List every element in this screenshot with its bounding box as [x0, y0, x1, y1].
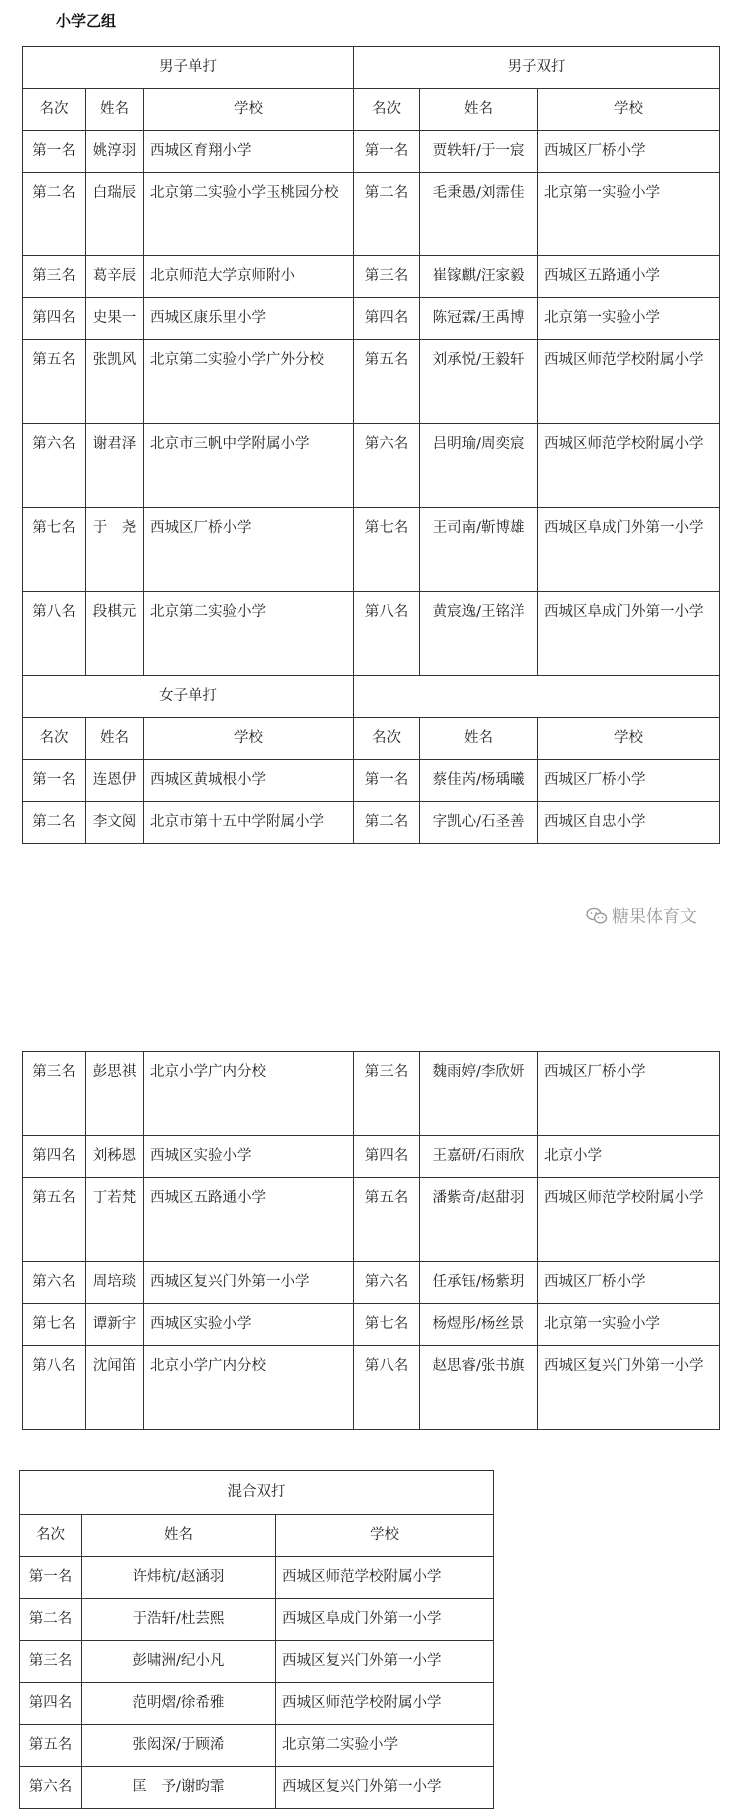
name-cell: 刘秭恩: [86, 1136, 144, 1178]
school-cell: 西城区复兴门外第一小学: [144, 1262, 354, 1304]
table-row: [20, 1725, 494, 1767]
school-cell: 西城区阜成门外第一小学: [538, 592, 720, 676]
name-cell: 白瑞辰: [86, 173, 144, 256]
results-table-mixed: [19, 1470, 494, 1809]
section-mens-doubles: 男子双打: [354, 47, 720, 89]
school-cell: 西城区师范学校附属小学: [276, 1557, 494, 1599]
table-row: [20, 1641, 494, 1683]
rank-cell: 第八名: [354, 592, 420, 676]
name-cell: 彭啸洲/纪小凡: [82, 1641, 276, 1683]
school-cell: 北京第一实验小学: [538, 298, 720, 340]
rank-cell: 第四名: [20, 1683, 82, 1725]
table-row: [23, 1262, 720, 1304]
col-rank: 名次: [354, 89, 420, 131]
school-cell: 北京师范大学京师附小: [144, 256, 354, 298]
table-row: [20, 1557, 494, 1599]
name-cell: 谢君泽: [86, 424, 144, 508]
rank-cell: 第五名: [354, 1178, 420, 1262]
name-cell: 沈闻笛: [86, 1346, 144, 1430]
name-cell: 陈冠霖/王禹博: [420, 298, 538, 340]
results-table-1: [22, 46, 720, 844]
school-cell: 北京小学广内分校: [144, 1052, 354, 1136]
col-school: 学校: [144, 89, 354, 131]
school-cell: 西城区自忠小学: [538, 802, 720, 844]
school-cell: 西城区实验小学: [144, 1136, 354, 1178]
rank-cell: 第七名: [23, 1304, 86, 1346]
col-rank: 名次: [23, 89, 86, 131]
name-cell: 许炜杭/赵涵羽: [82, 1557, 276, 1599]
rank-cell: 第五名: [23, 1178, 86, 1262]
school-cell: 北京第二实验小学: [276, 1725, 494, 1767]
name-cell: 于 尧: [86, 508, 144, 592]
school-cell: 北京第二实验小学广外分校: [144, 340, 354, 424]
rank-cell: 第一名: [20, 1557, 82, 1599]
school-cell: 北京市三帆中学附属小学: [144, 424, 354, 508]
rank-cell: 第二名: [23, 173, 86, 256]
school-cell: 西城区复兴门外第一小学: [276, 1767, 494, 1809]
name-cell: 刘承悦/王毅轩: [420, 340, 538, 424]
name-cell: 潘紫奇/赵甜羽: [420, 1178, 538, 1262]
school-cell: 西城区阜成门外第一小学: [538, 508, 720, 592]
rank-cell: 第二名: [20, 1599, 82, 1641]
rank-cell: 第六名: [20, 1767, 82, 1809]
school-cell: 西城区厂桥小学: [538, 1052, 720, 1136]
table-row: [23, 1178, 720, 1262]
rank-cell: 第三名: [20, 1641, 82, 1683]
school-cell: 西城区复兴门外第一小学: [276, 1641, 494, 1683]
rank-cell: 第三名: [354, 1052, 420, 1136]
col-school: 学校: [538, 89, 720, 131]
school-cell: 北京市第十五中学附属小学: [144, 802, 354, 844]
name-cell: 姚淳羽: [86, 131, 144, 173]
name-cell: 周培琰: [86, 1262, 144, 1304]
rank-cell: 第八名: [23, 1346, 86, 1430]
table-row: [23, 424, 720, 508]
school-cell: 西城区师范学校附属小学: [276, 1683, 494, 1725]
rank-cell: 第一名: [23, 760, 86, 802]
school-cell: 西城区厂桥小学: [538, 1262, 720, 1304]
rank-cell: 第二名: [354, 802, 420, 844]
rank-cell: 第八名: [354, 1346, 420, 1430]
rank-cell: 第二名: [354, 173, 420, 256]
table-row: [23, 298, 720, 340]
name-cell: 蔡佳芮/杨瑀曦: [420, 760, 538, 802]
rank-cell: 第三名: [23, 1052, 86, 1136]
watermark-text: 糖果体育文: [612, 907, 697, 927]
name-cell: 字凯心/石圣善: [420, 802, 538, 844]
name-cell: 丁若梵: [86, 1178, 144, 1262]
rank-cell: 第五名: [23, 340, 86, 424]
section-mens-singles: 男子单打: [23, 47, 354, 89]
table-row: [23, 340, 720, 424]
school-cell: 西城区五路通小学: [144, 1178, 354, 1262]
col-school: 学校: [276, 1515, 494, 1557]
school-cell: 西城区康乐里小学: [144, 298, 354, 340]
rank-cell: 第二名: [23, 802, 86, 844]
table-row: [23, 802, 720, 844]
name-cell: 范明熠/徐希雅: [82, 1683, 276, 1725]
table-row: [23, 131, 720, 173]
school-cell: 西城区师范学校附属小学: [538, 1178, 720, 1262]
section-mixed-doubles: 混合双打: [20, 1471, 494, 1515]
col-name: 姓名: [86, 89, 144, 131]
rank-cell: 第五名: [354, 340, 420, 424]
school-cell: 西城区育翔小学: [144, 131, 354, 173]
rank-cell: 第四名: [354, 1136, 420, 1178]
col-name: 姓名: [420, 89, 538, 131]
school-cell: 西城区阜成门外第一小学: [276, 1599, 494, 1641]
name-cell: 匡 予/谢昀霏: [82, 1767, 276, 1809]
name-cell: 杨煜彤/杨丝景: [420, 1304, 538, 1346]
name-cell: 连恩伊: [86, 760, 144, 802]
rank-cell: 第六名: [354, 424, 420, 508]
name-cell: 彭思祺: [86, 1052, 144, 1136]
rank-cell: 第五名: [20, 1725, 82, 1767]
school-cell: 西城区师范学校附属小学: [538, 424, 720, 508]
name-cell: 张闳深/于顾浠: [82, 1725, 276, 1767]
col-name: 姓名: [86, 718, 144, 760]
rank-cell: 第七名: [354, 508, 420, 592]
name-cell: 王司南/靳博雄: [420, 508, 538, 592]
school-cell: 北京第一实验小学: [538, 1304, 720, 1346]
name-cell: 黄宸逸/王铭洋: [420, 592, 538, 676]
school-cell: 西城区厂桥小学: [538, 131, 720, 173]
name-cell: 贾轶轩/于一宸: [420, 131, 538, 173]
table-row: [23, 760, 720, 802]
school-cell: 西城区复兴门外第一小学: [538, 1346, 720, 1430]
rank-cell: 第七名: [354, 1304, 420, 1346]
name-cell: 任承钰/杨紫玥: [420, 1262, 538, 1304]
rank-cell: 第六名: [23, 424, 86, 508]
page-title: 小学乙组: [56, 12, 117, 30]
table-row: [23, 508, 720, 592]
name-cell: 于浩轩/杜芸熙: [82, 1599, 276, 1641]
rank-cell: 第四名: [23, 298, 86, 340]
name-cell: 赵思睿/张书旗: [420, 1346, 538, 1430]
name-cell: 魏雨婷/李欣妍: [420, 1052, 538, 1136]
wechat-icon: [586, 907, 608, 925]
rank-cell: 第七名: [23, 508, 86, 592]
table-row: [23, 1304, 720, 1346]
school-cell: 北京小学广内分校: [144, 1346, 354, 1430]
section-empty-header: [354, 676, 720, 718]
school-cell: 西城区黄城根小学: [144, 760, 354, 802]
name-cell: 吕明瑜/周奕宸: [420, 424, 538, 508]
school-cell: 西城区厂桥小学: [538, 760, 720, 802]
rank-cell: 第三名: [354, 256, 420, 298]
col-rank: 名次: [20, 1515, 82, 1557]
rank-cell: 第三名: [23, 256, 86, 298]
rank-cell: 第六名: [354, 1262, 420, 1304]
table-row: [23, 256, 720, 298]
school-cell: 北京第一实验小学: [538, 173, 720, 256]
name-cell: 段棋元: [86, 592, 144, 676]
name-cell: 崔镓麒/汪家毅: [420, 256, 538, 298]
table-row: [23, 1052, 720, 1136]
name-cell: 王嘉研/石雨欣: [420, 1136, 538, 1178]
col-name: 姓名: [82, 1515, 276, 1557]
table-row: [23, 173, 720, 256]
table-row: [23, 1346, 720, 1430]
col-name: 姓名: [420, 718, 538, 760]
results-table-2: [22, 1051, 720, 1430]
school-cell: 北京第二实验小学玉桃园分校: [144, 173, 354, 256]
school-cell: 西城区实验小学: [144, 1304, 354, 1346]
table-row: [23, 1136, 720, 1178]
rank-cell: 第一名: [354, 131, 420, 173]
rank-cell: 第六名: [23, 1262, 86, 1304]
col-school: 学校: [144, 718, 354, 760]
school-cell: 北京第二实验小学: [144, 592, 354, 676]
name-cell: 谭新宇: [86, 1304, 144, 1346]
rank-cell: 第一名: [23, 131, 86, 173]
table-row: [20, 1767, 494, 1809]
name-cell: 毛秉愚/刘霈佳: [420, 173, 538, 256]
rank-cell: 第四名: [354, 298, 420, 340]
name-cell: 张凯风: [86, 340, 144, 424]
school-cell: 西城区师范学校附属小学: [538, 340, 720, 424]
col-rank: 名次: [23, 718, 86, 760]
watermark: [586, 902, 697, 927]
name-cell: 葛辛辰: [86, 256, 144, 298]
name-cell: 李文阅: [86, 802, 144, 844]
table-row: [23, 592, 720, 676]
col-rank: 名次: [354, 718, 420, 760]
rank-cell: 第四名: [23, 1136, 86, 1178]
rank-cell: 第一名: [354, 760, 420, 802]
rank-cell: 第八名: [23, 592, 86, 676]
table-row: [20, 1599, 494, 1641]
col-school: 学校: [538, 718, 720, 760]
school-cell: 西城区厂桥小学: [144, 508, 354, 592]
section-womens-singles: 女子单打: [23, 676, 354, 718]
table-row: [20, 1683, 494, 1725]
name-cell: 史果一: [86, 298, 144, 340]
school-cell: 西城区五路通小学: [538, 256, 720, 298]
school-cell: 北京小学: [538, 1136, 720, 1178]
